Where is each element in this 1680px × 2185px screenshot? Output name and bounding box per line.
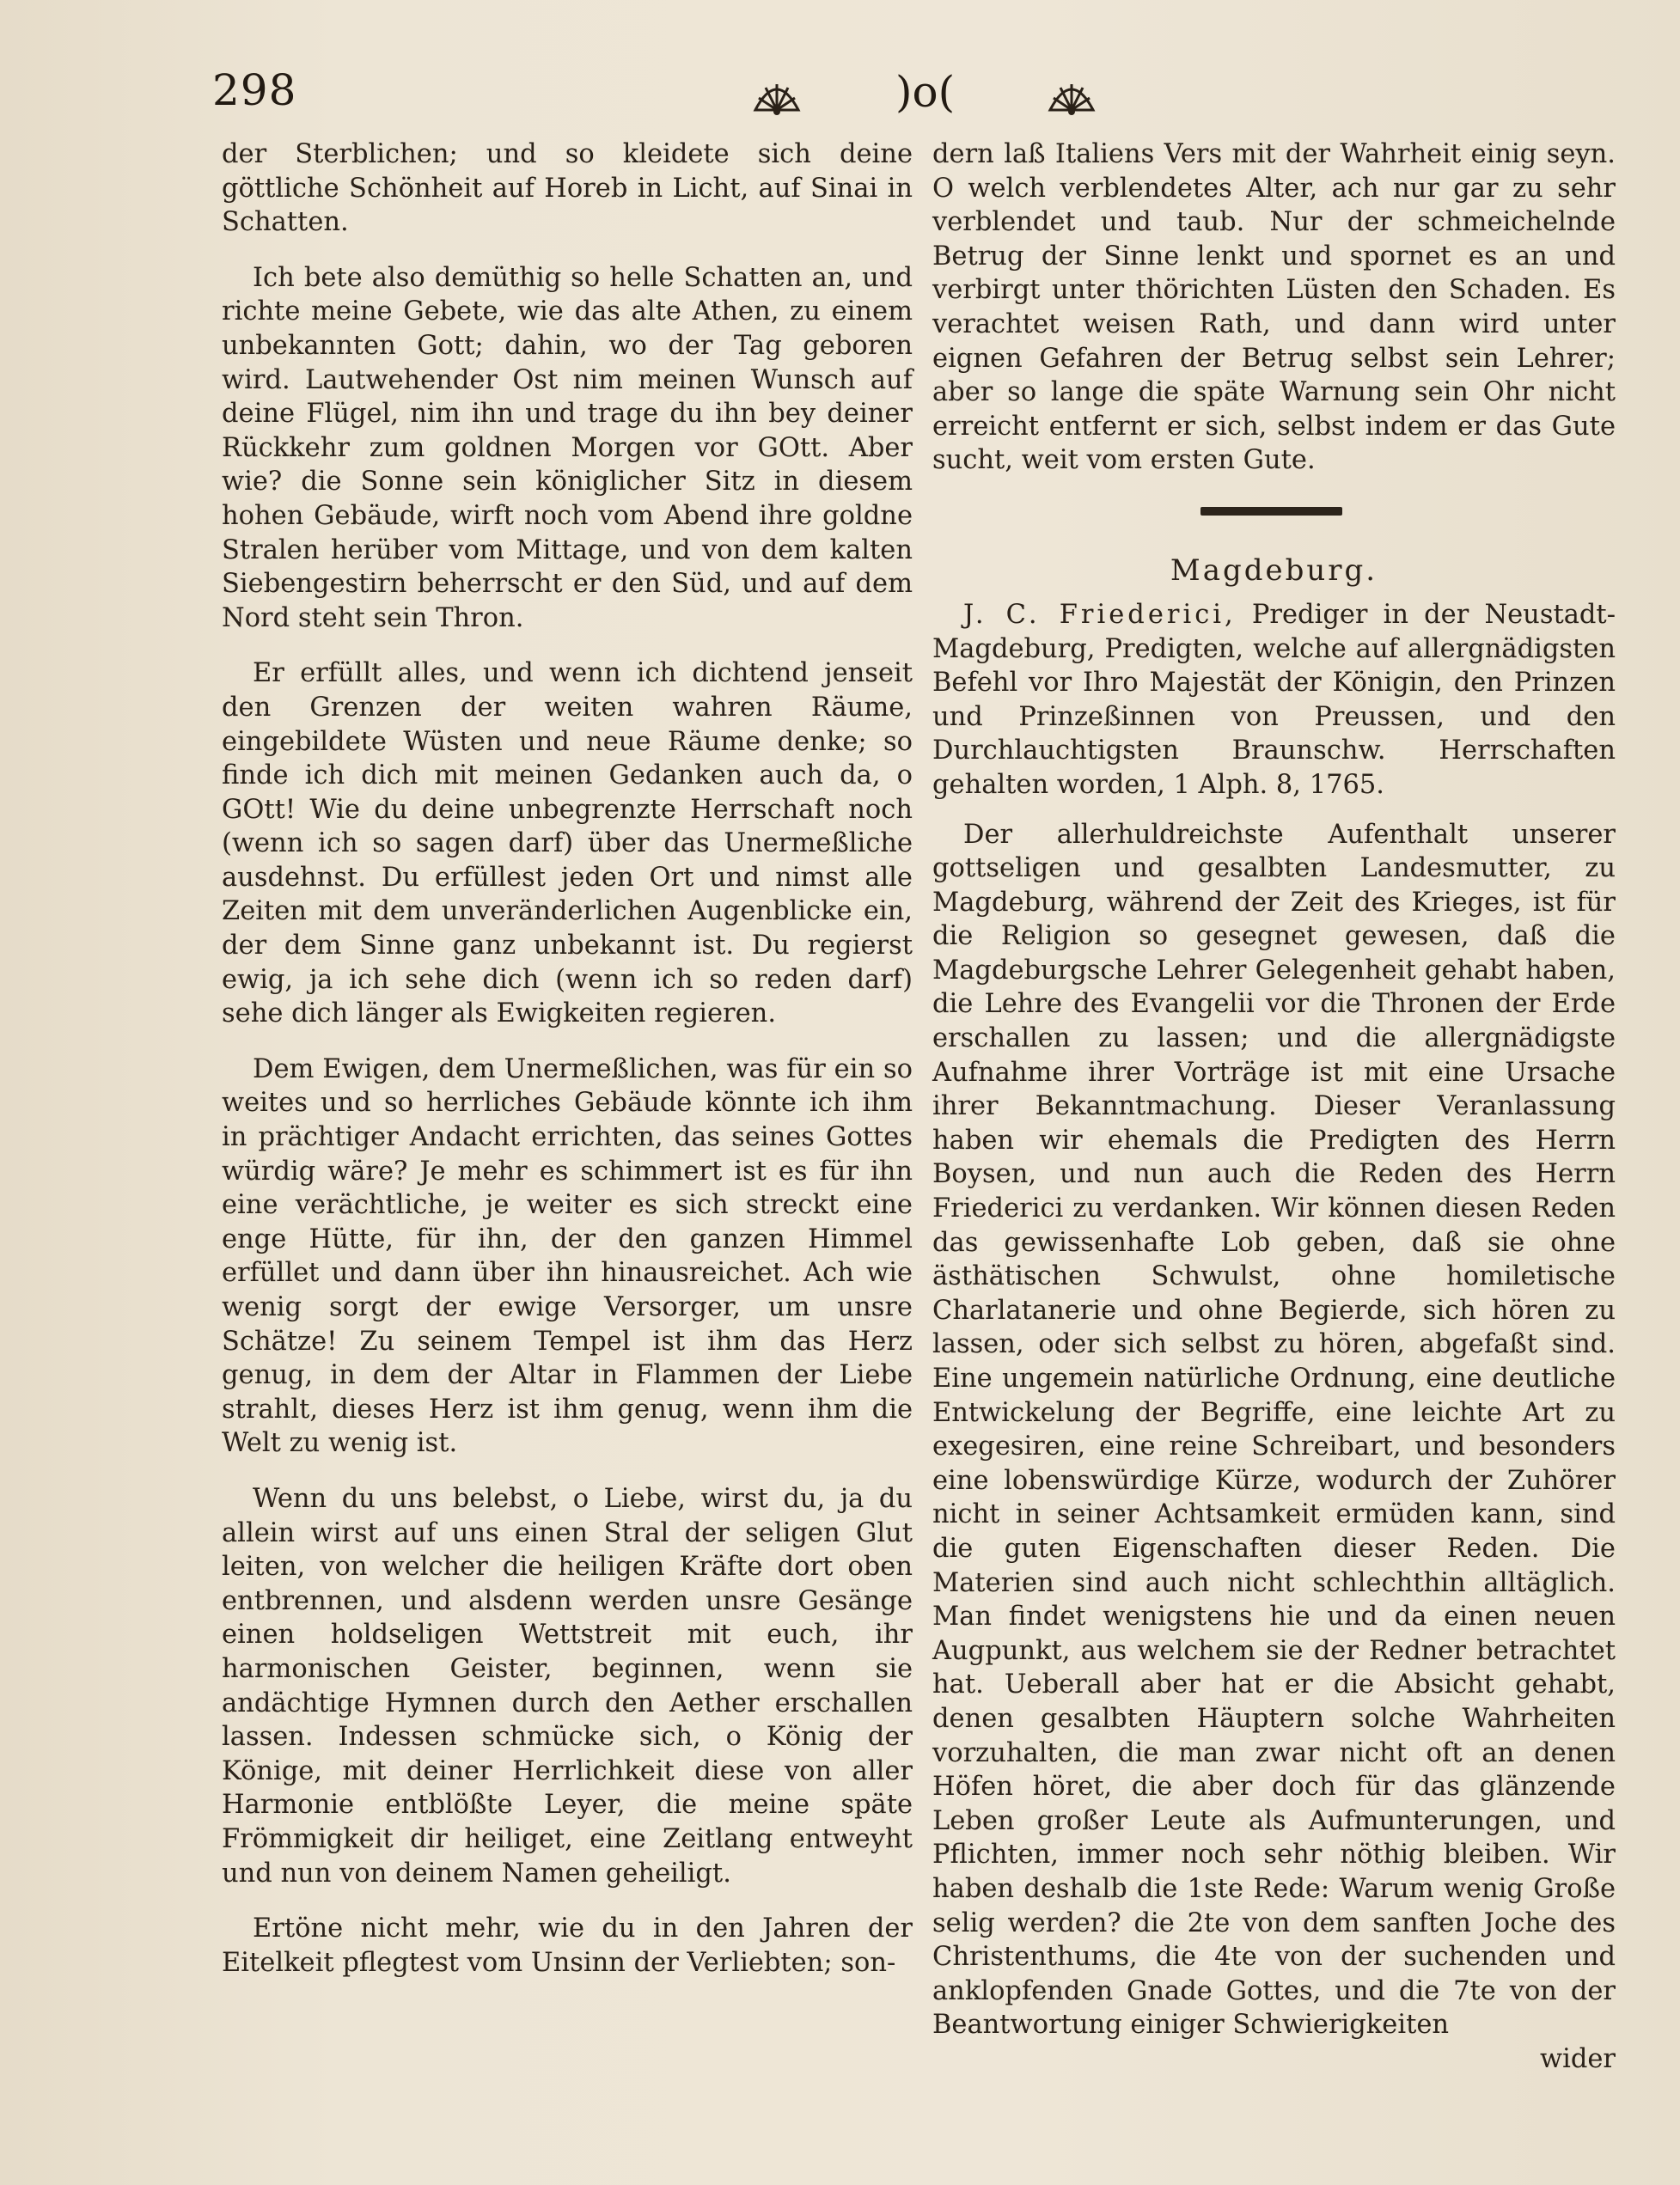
paragraph: Ich bete also demüthig so helle Schatten an, und richte meine Gebete, wie das alte Athen, zu einem unbekannten Gott; dahin, wo der Tag geboren wird. Lautwehender Ost nim meinen Wunsch auf deine Flügel, nim ihn und trage du ihn bey deiner Rückkehr zum goldnen Morgen vor GOtt. Aber wie? die Sonne sein königlicher Sitz in diesem hohen Gebäude, wirft noch vom Abend ihre goldne Stralen herüber vom Mittage, und von dem kalten Siebengestirn beherrscht er den Süd, und auf dem Nord steht sein Thron. bbox=[222, 262, 913, 633]
entry-author: J. C. Friederici, bbox=[963, 599, 1237, 630]
center-ornament: )o( bbox=[895, 67, 956, 117]
paragraph: dern laß Italiens Vers mit der Wahrheit einig seyn. O welch verblendetes Alter, ach nur gar zu sehr verblendet und taub. Nur der schmeichelnde Betrug der Sinne lenkt und spornet es an und verbirgt unter thörichten Lüsten den Schaden. Es verachtet weisen Rath, und dann wird unter eignen Gefahren der Betrug selbst sein Lehrer; aber so lange die späte Warnung sein Ohr nicht erreicht entfernt er sich, selbst indem er das Gute sucht, weit vom ersten Gute. bbox=[932, 139, 1616, 476]
paragraph: Ertöne nicht mehr, wie du in den Jahren der Eitelkeit pflegtest vom Unsinn der Verliebten; son- bbox=[222, 1913, 913, 1978]
section-divider bbox=[932, 478, 1616, 552]
paragraph: Wenn du uns belebst, o Liebe, wirst du, ja du allein wirst auf uns einen Stral der seligen Glut leiten, von welcher die heiligen Kräfte dort oben entbrennen, und alsdenn werden unsre Gesänge einen holdseligen Wettstreit mit euch, ihr harmonischen Geister, beginnen, wenn sie andächtige Hymnen durch den Aether erschallen lassen. Indessen schmücke sich, o König der Könige, mit deiner Herrlichkeit diese von aller Harmonie entblößte Leyer, die meine späte Frömmigkeit dir heiliget, eine Zeitlang entweyht und nun von deinem Namen geheiligt. bbox=[222, 1483, 913, 1889]
page-number: 298 bbox=[212, 65, 297, 115]
shell-ornament-icon bbox=[748, 74, 805, 117]
right-column bbox=[932, 137, 1616, 2076]
section-heading: Magdeburg. bbox=[1170, 552, 1378, 588]
review-entry bbox=[932, 598, 1616, 803]
paragraph: Er erfüllt alles, und wenn ich dichtend jenseit den Grenzen der weiten wahren Räume, eingebildete Wüsten und neue Räume denke; so finde ich dich mit meinen Gedanken auch da, o GOtt! Wie du deine unbegrenzte Herrschaft noch (wenn ich so sagen darf) über das Unermeßliche ausdehnst. Du erfüllest jeden Ort und nimst alle Zeiten mit dem unveränderlichen Augenblicke ein, der dem Sinne ganz unbekannt ist. Du regierst ewig, ja ich sehe dich (wenn ich so reden darf) sehe dich länger als Ewigkeiten regieren. bbox=[222, 658, 913, 1029]
entry-title: Prediger in der Neustadt-Magdeburg, Predigten, welche auf allergnädigsten Befehl vor Ihro Majestät der Königin, den Prinzen und Prinzeßinnen von Preussen, und den Durchlauchtigsten Braunschw. Herrschaften gehalten worden, 1 Alph. 8, 1765. bbox=[932, 599, 1616, 800]
shell-ornament-icon bbox=[1043, 74, 1100, 117]
paragraph: Dem Ewigen, dem Unermeßlichen, was für ein so weites und so herrliches Gebäude könnte ich ihm in prächtiger Andacht errichten, das seines Gottes würdig wäre? Je mehr es schimmert ist es für ihn eine verächtliche, je weiter es sich streckt eine enge Hütte, für ihn, der den ganzen Himmel erfüllet und dann über ihn hinausreichet. Ach wie wenig sorgt der ewige Versorger, um unsre Schätze! Zu seinem Tempel ist ihm das Herz genug, in dem der Altar in Flammen der Liebe strahlt, dieses Herz ist ihm genug, wenn ihm die Welt zu wenig ist. bbox=[222, 1053, 913, 1459]
catchword: wider bbox=[1539, 2043, 1616, 2074]
left-column bbox=[222, 137, 913, 1980]
paragraph: Der allerhuldreichste Aufenthalt unserer gottseligen und gesalbten Landesmutter, zu Magdeburg, während der Zeit des Krieges, ist für die Religion so gesegnet gewesen, daß die Magdeburgsche Lehrer Gelegenheit gehabt haben, die Lehre des Evangelii vor die Thronen der Erde erschallen zu lassen; und die allergnädigste Aufnahme ihrer Vorträge ist mit eine Ursache ihrer Bekanntmachung. Dieser Veranlassung haben wir ehemals die Predigten des Herrn Boysen, und nun auch die Reden des Herrn Friederici zu verdanken. Wir können diesen Reden das gewissenhafte Lob geben, daß sie ohne ästhätischen Schwulst, ohne homiletische Charlatanerie und ohne Begierde, sich hören zu lassen, oder sich selbst zu hören, abgefaßt sind. Eine ungemein natürliche Ordnung, eine deutliche Entwickelung der Begriffe, eine leichte Art zu exegesiren, eine reine Schreibart, und besonders eine lobenswürdige Kürze, wodurch der Zuhörer nicht in seiner Achtsamkeit ermüden kann, sind die guten Eigenschaften dieser Reden. Die Materien sind auch nicht schlechthin alltäglich. Man findet wenigstens hie und da einen neuen Augpunkt, aus welchem sie der Redner betrachtet hat. Ueberall aber hat er die Absicht gehabt, denen gesalbten Häuptern solche Wahrheiten vorzuhalten, die man zwar nicht oft an denen Höfen höret, die aber doch für das glänzende Leben großer Leute als Aufmunterungen, und Pflichten, immer noch sehr nöthig bleiben. Wir haben deshalb die 1ste Rede: Warum wenig Große selig werden? die 2te von dem sanften Joche des Christenthums, die 4te von der suchenden und anklopfenden Gnade Gottes, und die 7te von der Beantwortung einiger Schwierigkeiten bbox=[932, 819, 1616, 2041]
paragraph: der Sterblichen; und so kleidete sich deine göttliche Schönheit auf Horeb in Licht, auf Sinai in Schatten. bbox=[222, 139, 913, 238]
page-header bbox=[0, 62, 1680, 139]
